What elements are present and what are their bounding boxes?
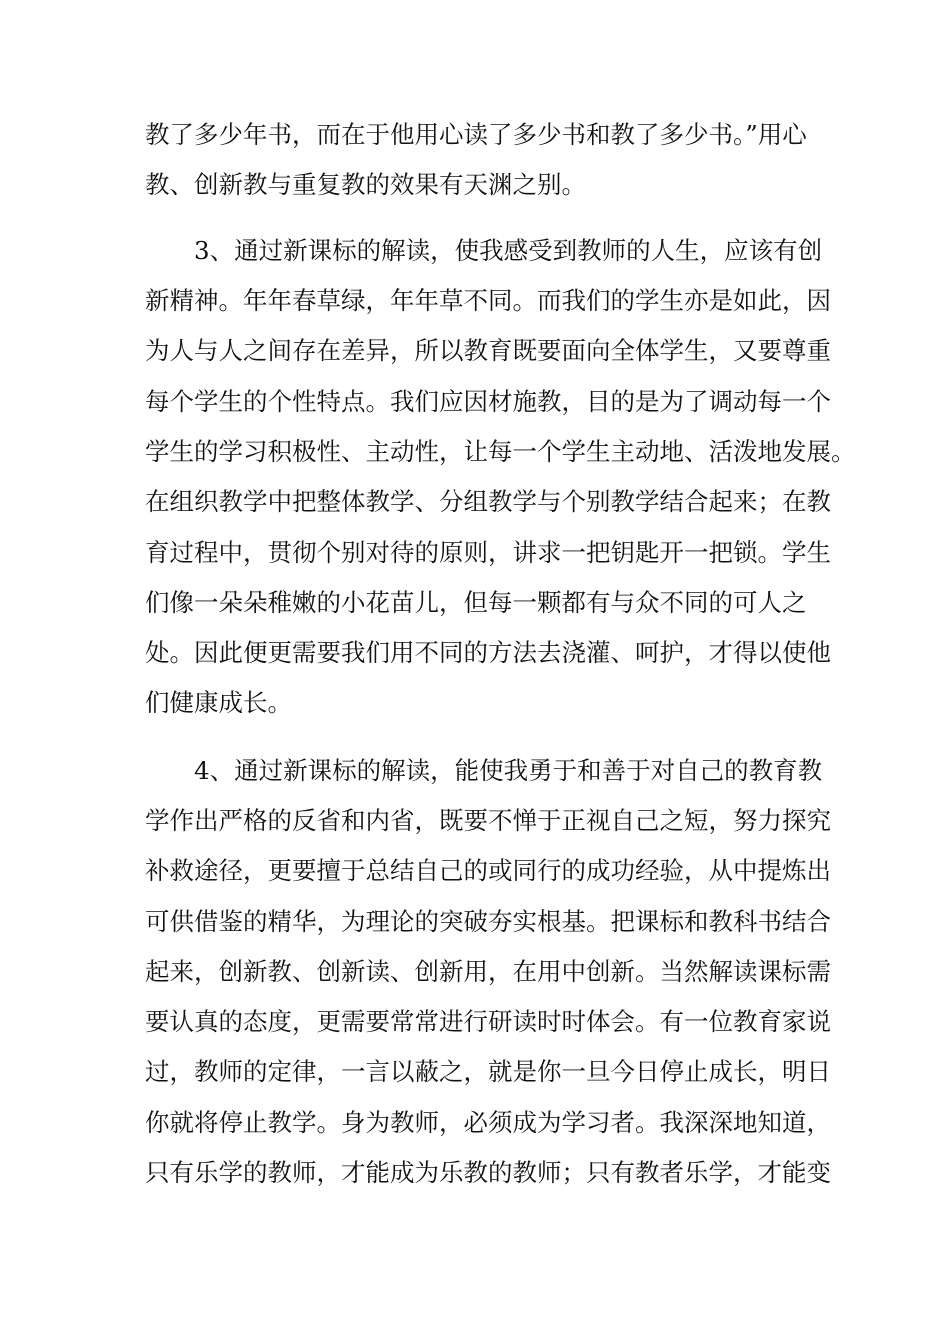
- text-line: 处。因此便更需要我们用不同的方法去浇灌、呵护，才得以使他: [145, 638, 831, 667]
- text-line: 教、创新教与重复教的效果有天渊之别。: [145, 170, 586, 199]
- text-line: 过，教师的定律，一言以蔽之，就是你一旦今日停止成长，明日: [145, 1057, 831, 1086]
- text-line: 可供借鉴的精华，为理论的突破夯实根基。把课标和教科书结合: [145, 907, 831, 936]
- text-line: 学作出严格的反省和内省，既要不惮于正视自己之短，努力探究: [145, 806, 831, 835]
- text-line: 育过程中，贯彻个别对待的原则，讲求一把钥匙开一把锁。学生: [145, 538, 831, 567]
- text-line: 们像一朵朵稚嫩的小花苗儿，但每一颗都有与众不同的可人之: [145, 588, 807, 617]
- text-line: 只有乐学的教师，才能成为乐教的教师；只有教者乐学，才能变: [145, 1158, 831, 1187]
- text-line: 为人与人之间存在差异，所以教育既要面向全体学生，又要尊重: [145, 336, 831, 365]
- text-line: 教了多少年书，而在于他用心读了多少书和教了多少书。”用心: [145, 120, 807, 149]
- text-line: 在组织教学中把整体教学、分组教学与个别教学结合起来；在教: [145, 487, 831, 516]
- text-line: 每个学生的个性特点。我们应因材施教，目的是为了调动每一个: [145, 387, 831, 416]
- text-line: 你就将停止教学。身为教师，必须成为学习者。我深深地知道，: [145, 1108, 831, 1137]
- text-line: 4、通过新课标的解读，能使我勇于和善于对自己的教育教: [194, 756, 823, 785]
- text-line: 补救途径，更要擅于总结自己的或同行的成功经验，从中提炼出: [145, 856, 831, 885]
- text-line: 新精神。年年春草绿，年年草不同。而我们的学生亦是如此，因: [145, 286, 831, 315]
- text-line: 学生的学习积极性、主动性，让每一个学生主动地、活泼地发展。: [145, 437, 856, 466]
- text-line: 要认真的态度，更需要常常进行研读时时体会。有一位教育家说: [145, 1007, 831, 1036]
- text-line: 们健康成长。: [145, 688, 292, 717]
- text-line: 3、通过新课标的解读，使我感受到教师的人生，应该有创: [194, 236, 823, 265]
- text-line: 起来，创新教、创新读、创新用，在用中创新。当然解读课标需: [145, 957, 831, 986]
